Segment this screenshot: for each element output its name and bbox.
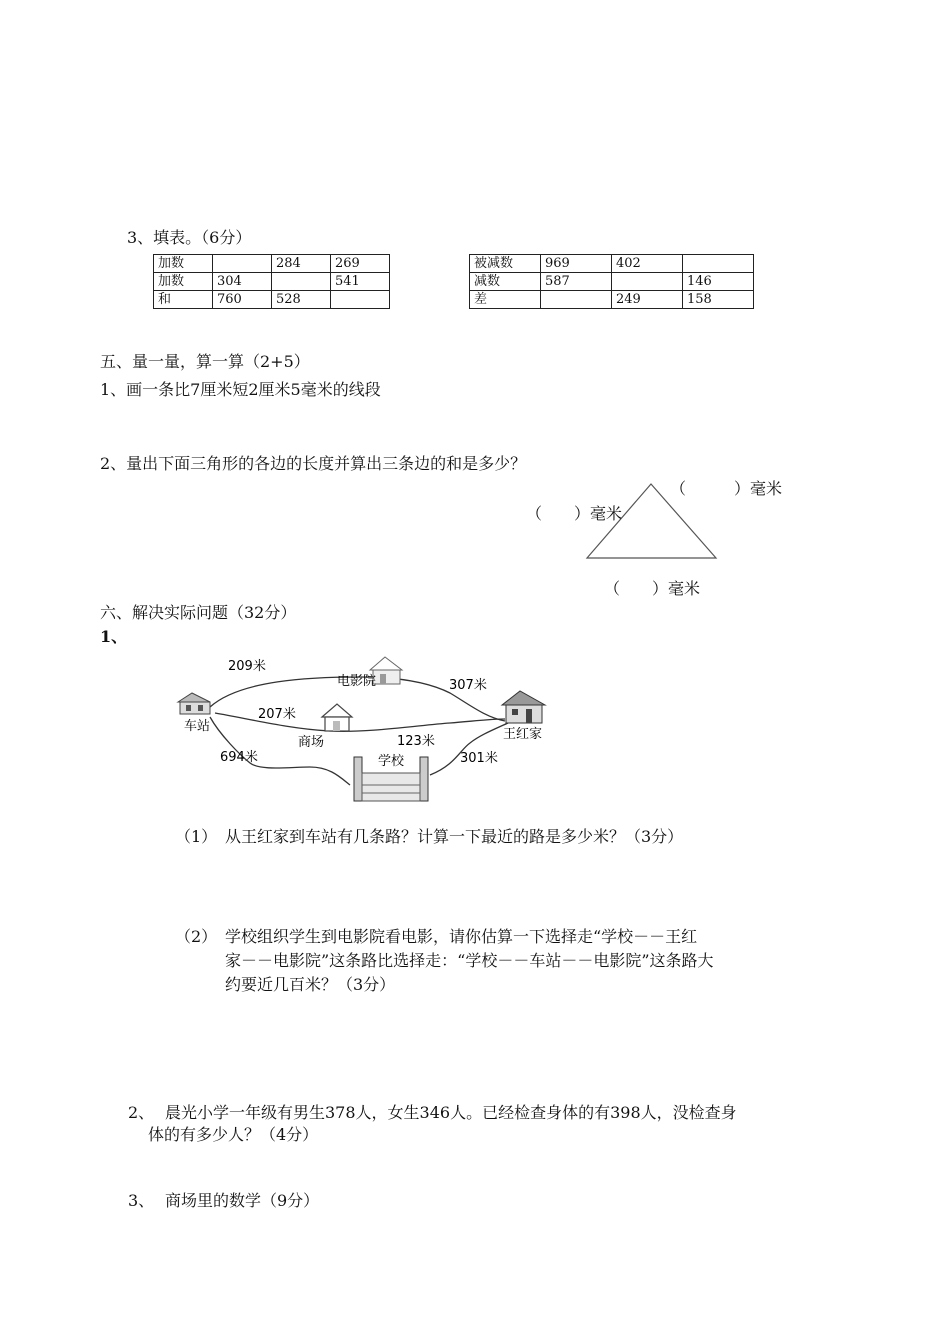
table-row	[154, 273, 390, 291]
map-distance-cinema-home: 307米	[449, 678, 487, 693]
map-distance-station-mall: 207米	[258, 707, 296, 722]
table-cell: 被减数	[470, 255, 541, 273]
sub-question-1-text: 从王红家到车站有几条路？计算一下最近的路是多少米？（3分）	[225, 827, 684, 846]
triangle-label-right: （ ）毫米	[670, 479, 783, 498]
table-cell	[541, 291, 612, 309]
table-cell: 541	[331, 273, 390, 291]
map-label-school: 学校	[378, 754, 405, 769]
table-cell: 269	[331, 255, 390, 273]
table-cell	[612, 273, 683, 291]
table-cell: 402	[612, 255, 683, 273]
sub-question-2-line-2: 家－－电影院”这条路比选择走：“学校－－车站－－电影院”这条路大	[225, 951, 714, 970]
station-icon	[178, 693, 210, 714]
section-6-title: 六、解决实际问题（32分）	[100, 603, 297, 622]
table-row	[154, 291, 390, 309]
section-6-question-1-number: 1、	[100, 627, 128, 646]
sub-question-1-number: （1）	[175, 827, 218, 846]
table-cell: 969	[541, 255, 612, 273]
section-5-question-1: 1、画一条比7厘米短2厘米5毫米的线段	[100, 380, 381, 399]
triangle-label-left: （ ）毫米	[526, 504, 623, 523]
table-cell: 284	[272, 255, 331, 273]
table-cell: 差	[470, 291, 541, 309]
table-cell: 减数	[470, 273, 541, 291]
map-label-mall: 商场	[298, 735, 325, 750]
section-5-question-2: 2、量出下面三角形的各边的长度并算出三条边的和是多少？	[100, 454, 527, 473]
table-row	[470, 255, 754, 273]
table-cell: 158	[683, 291, 754, 309]
table-row	[154, 255, 390, 273]
table-row	[470, 291, 754, 309]
mall-icon	[322, 704, 352, 731]
map-distance-station-school: 694米	[220, 750, 258, 765]
question-2-line-1: 晨光小学一年级有男生378人，女生346人。已经检查身体的有398人，没检查身	[165, 1103, 737, 1122]
table-cell	[213, 255, 272, 273]
question-3-text: 商场里的数学（9分）	[165, 1191, 320, 1210]
sub-question-2-number: （2）	[175, 927, 218, 946]
table-cell: 528	[272, 291, 331, 309]
map-distance-station-cinema: 209米	[228, 659, 266, 674]
map-label-cinema: 电影院	[337, 674, 377, 689]
table-cell: 146	[683, 273, 754, 291]
table-cell: 304	[213, 273, 272, 291]
section-5-title: 五、量一量，算一算（2+5）	[100, 352, 310, 371]
sub-question-2-line-3: 约要近几百米？（3分）	[225, 975, 396, 994]
table-cell	[272, 273, 331, 291]
question-3-number: 3、	[128, 1191, 155, 1210]
addition-table	[153, 254, 390, 309]
table-cell: 760	[213, 291, 272, 309]
sub-question-2-line-1: 学校组织学生到电影院看电影，请你估算一下选择走“学校－－王红	[225, 927, 698, 946]
route-map	[170, 655, 550, 805]
map-distance-school-home: 301米	[460, 751, 498, 766]
map-label-station: 车站	[184, 719, 211, 734]
question-2-line-2: 体的有多少人？（4分）	[148, 1125, 319, 1144]
table-cell	[683, 255, 754, 273]
road-school-home	[430, 723, 508, 775]
subtraction-table	[469, 254, 754, 309]
home-icon	[502, 691, 545, 723]
map-distance-mall-home: 123米	[397, 734, 435, 749]
table-cell: 587	[541, 273, 612, 291]
question-2-number: 2、	[128, 1103, 155, 1122]
table-cell: 249	[612, 291, 683, 309]
table-cell: 加数	[154, 273, 213, 291]
table-cell: 和	[154, 291, 213, 309]
map-label-home: 王红家	[503, 727, 543, 742]
triangle-label-bottom: （ ）毫米	[604, 579, 701, 598]
table-cell: 加数	[154, 255, 213, 273]
fill-table-heading: 3、填表。（6分）	[127, 228, 252, 247]
table-cell	[331, 291, 390, 309]
table-row	[470, 273, 754, 291]
